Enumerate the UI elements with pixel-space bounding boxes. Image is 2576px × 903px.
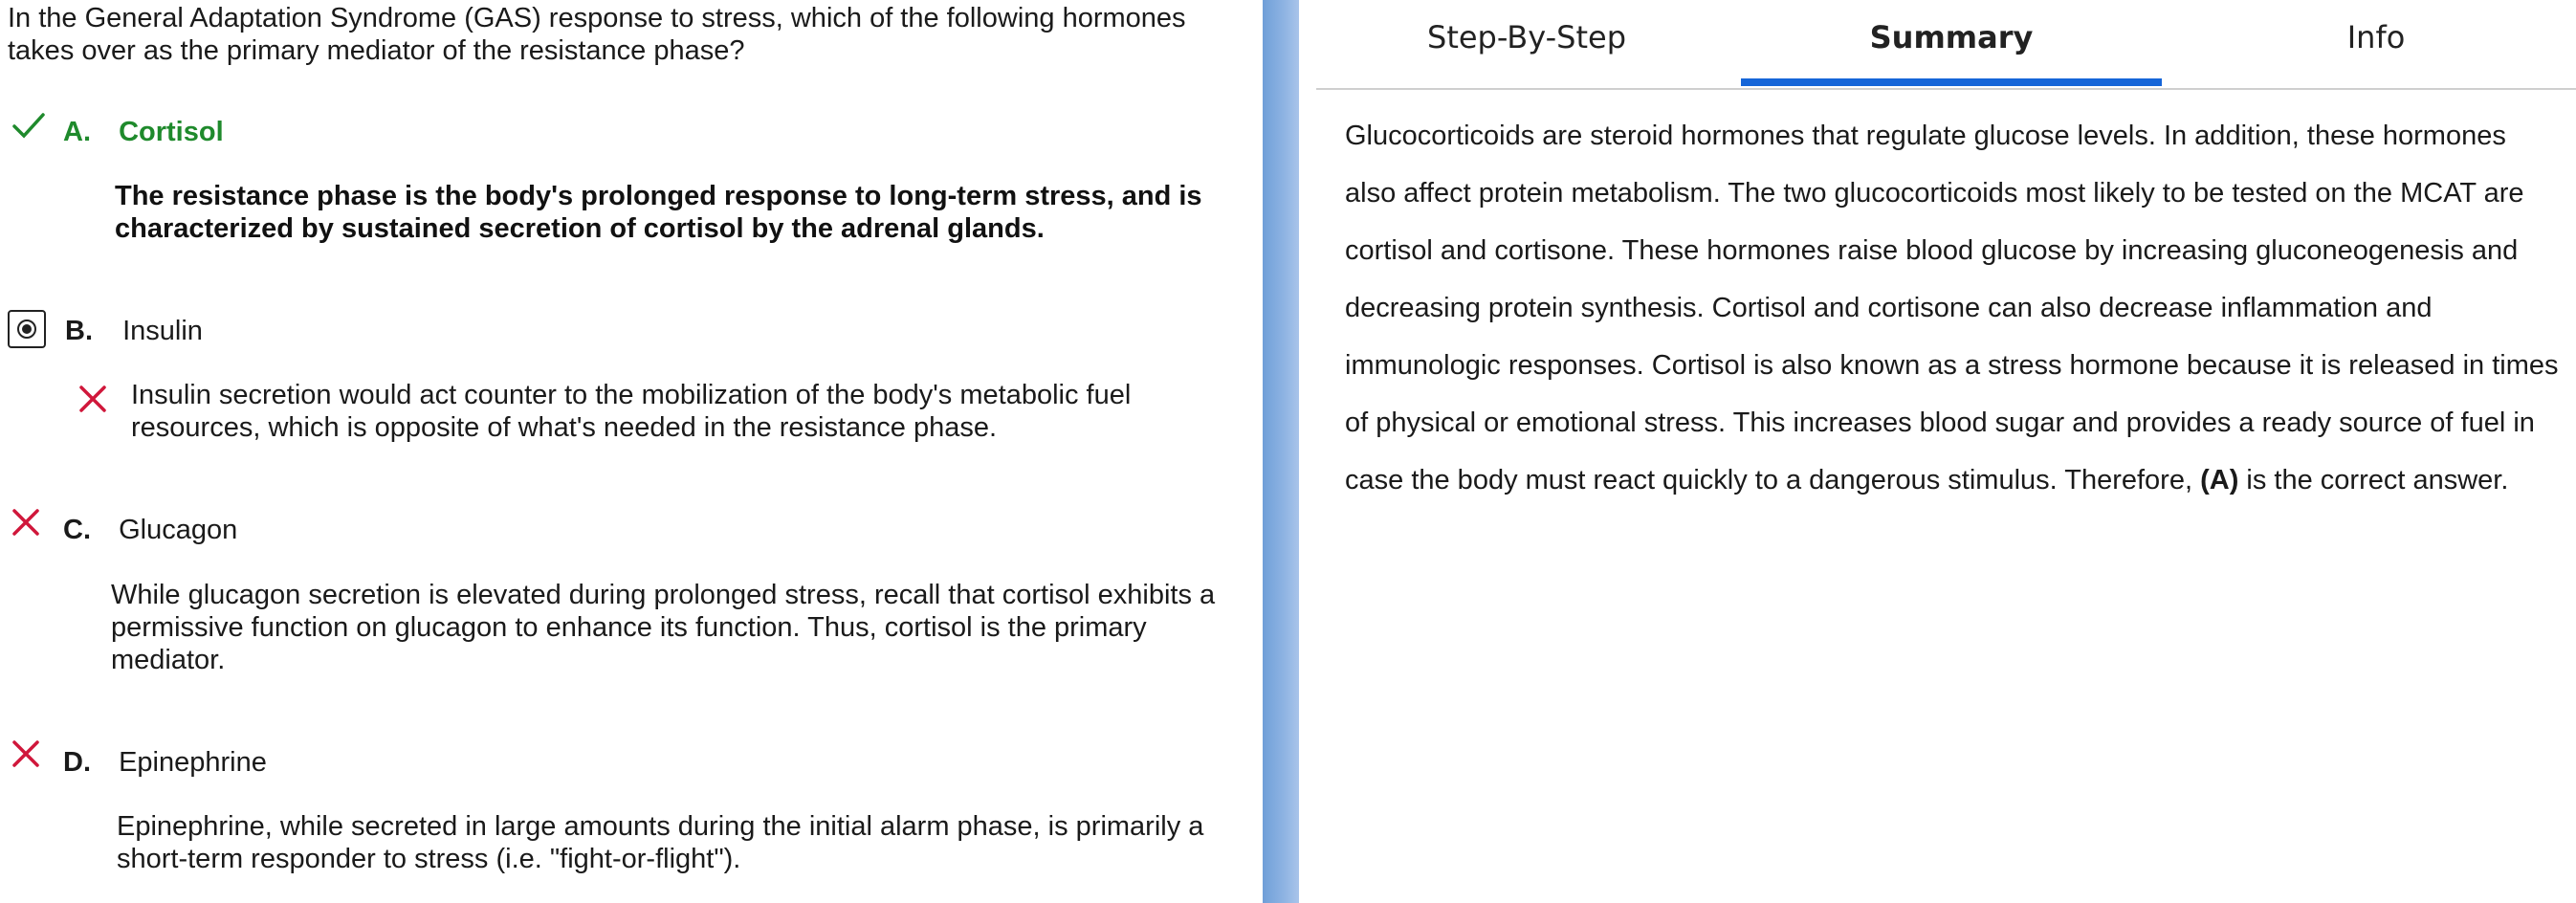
tab-info[interactable]: Info xyxy=(2346,19,2406,55)
summary-conclusion: is the correct answer. xyxy=(2238,465,2509,496)
x-icon xyxy=(11,508,40,537)
choice-text: Epinephrine xyxy=(119,747,267,778)
choice-b-explanation: Insulin secretion would act counter to the mobilization of the body's metabolic fuel resources, which is opposite of what's needed in the resistance phase. xyxy=(131,380,1132,443)
choice-text: Insulin xyxy=(122,316,203,346)
choice-a[interactable] xyxy=(63,116,224,148)
choice-a-explanation: The resistance phase is the body's prolonged response to long-term stress, and is characterized by sustained secretion of cortisol by the adrenal glands. xyxy=(115,181,1202,244)
checkmark-icon xyxy=(11,111,46,140)
summary-body: Glucocorticoids are steroid hormones that regulate glucose levels. In addition, these hormones also affect protein metabolism. The two glucocorticoids most likely to be tested on the MCAT are cortisol and cortisone. These hormones raise blood glucose by increasing gluconeogenesis and decreasing protein synthesis. Cortisol and cortisone can also decrease inflammation and immunologic responses. Cortisol is also known as a stress hormone because it is released in times of physical or emotional stress. This increases blood sugar and provides a ready source of fuel in case the body must react quickly to a dangerous stimulus. Therefore, xyxy=(1345,121,2559,496)
choice-text: Glucagon xyxy=(119,515,238,545)
active-tab-indicator xyxy=(1741,78,2162,86)
question-text: In the General Adaptation Syndrome (GAS) response to stress, which of the following hormones takes over as the primary mediator of the resistance phase? xyxy=(8,3,1186,66)
explanation-panel xyxy=(1316,0,2576,903)
tab-step-by-step[interactable]: Step-By-Step xyxy=(1427,19,1626,55)
choice-text: Cortisol xyxy=(119,117,224,147)
panel-divider[interactable] xyxy=(1263,0,1299,903)
question-panel xyxy=(0,0,1263,903)
choice-letter: B. xyxy=(65,316,93,346)
choice-c[interactable] xyxy=(63,514,237,546)
choice-letter: C. xyxy=(63,515,91,545)
x-icon xyxy=(78,385,107,413)
choice-d-explanation: Epinephrine, while secreted in large amounts during the initial alarm phase, is primarily a short-term responder to stress (i.e. "fight-or-flight"). xyxy=(117,811,1204,874)
tab-bar xyxy=(1316,0,2576,90)
choice-c-explanation: While glucagon secretion is elevated during prolonged stress, recall that cortisol exhibits a permissive function on glucagon to enhance its function. Thus, cortisol is the primary mediator. xyxy=(111,580,1216,675)
choice-letter: D. xyxy=(63,747,91,778)
choice-letter: A. xyxy=(63,117,91,147)
choice-b[interactable] xyxy=(65,315,203,347)
summary-text xyxy=(1345,107,2560,509)
radio-selected-icon[interactable] xyxy=(8,310,46,348)
answer-reference: (A) xyxy=(2200,465,2239,496)
x-icon xyxy=(11,739,40,768)
choice-d[interactable] xyxy=(63,746,267,779)
tab-summary[interactable]: Summary xyxy=(1869,19,2034,55)
